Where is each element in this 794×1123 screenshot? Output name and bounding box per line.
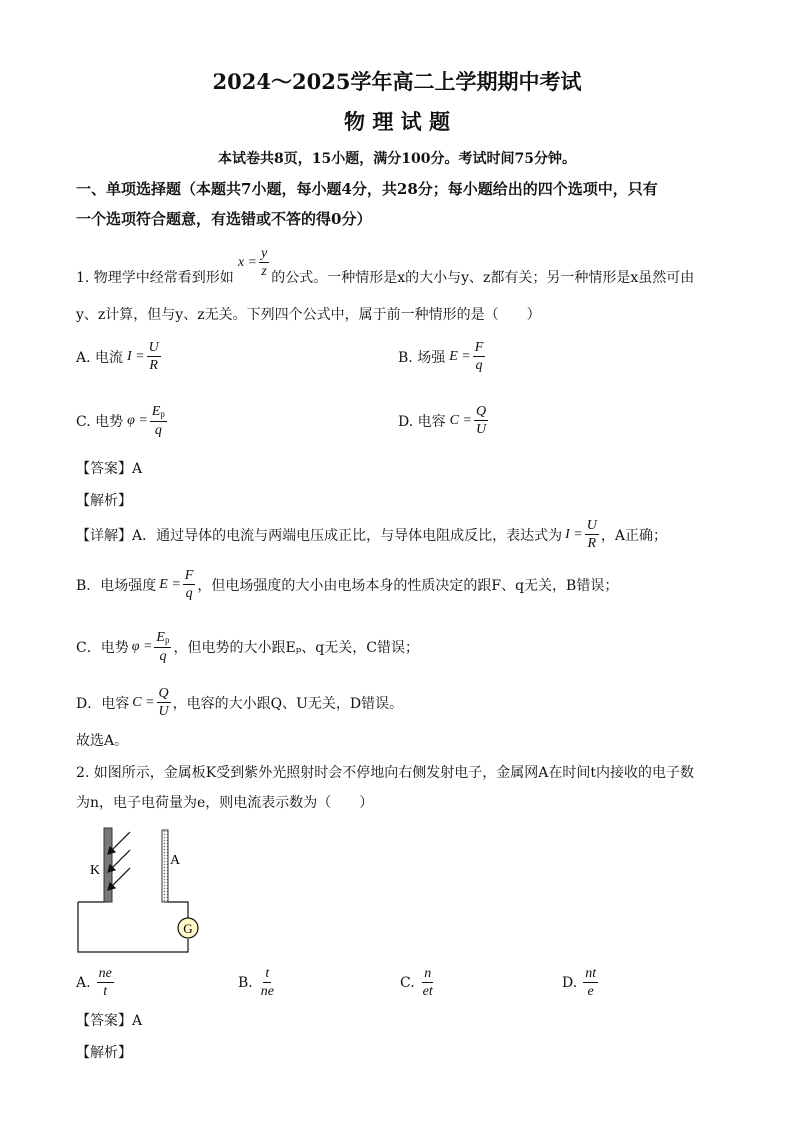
q1-formula-fraction bbox=[259, 246, 269, 280]
question-1-stem bbox=[76, 246, 695, 294]
galvanometer-label: G bbox=[183, 921, 193, 936]
q1-detail-c-num-main: E bbox=[156, 630, 165, 645]
q1-option-b-num: F bbox=[473, 340, 486, 357]
question-2-line2: 为n，电子电荷量为e，则电流表示数为（ ） bbox=[76, 795, 374, 811]
q1-option-c[interactable] bbox=[76, 404, 169, 438]
q1-detail-b-num: F bbox=[183, 568, 196, 585]
q1-option-d-fraction bbox=[474, 404, 488, 438]
q1-detail-c-text: C．电势 bbox=[76, 640, 129, 657]
q2-option-b-den: ne bbox=[260, 984, 274, 1000]
q2-option-c-num: n bbox=[422, 966, 433, 983]
q1-formula-num: y bbox=[259, 246, 269, 263]
q1-analysis-label: 【解析】 bbox=[76, 493, 132, 509]
metal-mesh-a bbox=[162, 830, 168, 902]
q1-detail-b-den: q bbox=[185, 586, 193, 602]
q2-option-c-label: C. bbox=[400, 974, 415, 991]
q1-option-b-den: q bbox=[475, 358, 483, 374]
q1-option-c-num bbox=[150, 404, 167, 422]
q1-suffix: 的公式。一种情形是x的大小与y、z都有关；另一种情形是x虽然可由 bbox=[271, 269, 695, 286]
mesh-a-label: A bbox=[170, 853, 181, 868]
q1-formula-den: z bbox=[261, 264, 267, 280]
q1-option-a-lhs: I = bbox=[127, 348, 145, 364]
q1-detail-d-den: U bbox=[158, 704, 169, 720]
q1-option-d[interactable] bbox=[398, 404, 490, 438]
q1-option-d-den: U bbox=[475, 422, 487, 438]
q1-detail-a-post: ，A正确； bbox=[600, 527, 667, 544]
question-2-line1: 2. 如图所示，金属板K受到紫外光照射时会不停地向右侧发射电子，金属网A在时间t内接收的电子数 bbox=[76, 765, 695, 781]
q1-option-a-den: R bbox=[149, 358, 158, 374]
q1-detail-a-den: R bbox=[587, 536, 597, 552]
q2-option-c-fraction bbox=[421, 966, 435, 1000]
q1-option-b-fraction bbox=[473, 340, 486, 374]
q2-option-b-label: B. bbox=[238, 974, 253, 991]
subject-title: 物 理 试 题 bbox=[344, 109, 450, 134]
q1-detail-a-num: U bbox=[585, 518, 599, 535]
q1-option-d-label: D. 电容 bbox=[398, 413, 446, 430]
q1-option-d-num: Q bbox=[474, 404, 488, 421]
q1-option-a-label: A. 电流 bbox=[76, 349, 124, 366]
q1-option-c-num-main: E bbox=[151, 404, 161, 419]
circuit-wire-right bbox=[166, 902, 188, 918]
q1-detail-d-lhs: C = bbox=[132, 694, 155, 710]
exam-note: 本试卷共8页，15小题，满分100分。考试时间75分钟。 bbox=[218, 151, 576, 167]
circuit-wire-bottom bbox=[78, 902, 188, 952]
q1-detail-b-text: B．电场强度 bbox=[76, 577, 157, 594]
q1-option-c-den: q bbox=[154, 422, 162, 438]
q1-option-a-num: U bbox=[147, 340, 161, 357]
plate-k-label: K bbox=[90, 863, 101, 878]
q2-option-b-num: t bbox=[263, 966, 271, 983]
q1-detail-a-text: 【详解】A．通过导体的电流与两端电压成正比，与导体电阻成反比，表达式为 bbox=[76, 527, 563, 544]
q2-option-a[interactable] bbox=[76, 966, 116, 1000]
q1-option-b-label: B. 场强 bbox=[398, 349, 446, 366]
question-1-line2: y、z计算，但与y、z无关。下列四个公式中，属于前一种情形的是（ ） bbox=[76, 307, 541, 323]
q1-detail-c-num-sub: p bbox=[164, 635, 170, 645]
q1-detail-d-post: ，电容的大小跟Q、U无关，D错误。 bbox=[172, 695, 404, 712]
q2-answer: 【答案】A bbox=[76, 1013, 143, 1029]
exam-title: 2024～2025学年高二上学期期中考试 bbox=[212, 69, 582, 94]
q1-detail-d-text: D．电容 bbox=[76, 695, 130, 712]
q1-option-c-fraction bbox=[150, 404, 167, 438]
q2-option-a-den: t bbox=[103, 984, 108, 1000]
q1-detail-b-lhs: E = bbox=[159, 576, 181, 592]
q2-option-b[interactable] bbox=[238, 966, 278, 1000]
q1-option-b[interactable] bbox=[398, 340, 487, 374]
q1-detail-b-fraction bbox=[183, 568, 196, 602]
q1-answer: 【答案】A bbox=[76, 461, 143, 477]
q1-form-formula bbox=[238, 246, 271, 280]
q2-option-b-fraction bbox=[259, 966, 276, 1000]
q1-detail-a-lhs: I = bbox=[565, 526, 583, 542]
photoelectric-circuit-diagram bbox=[70, 824, 210, 958]
q2-option-a-num: ne bbox=[97, 966, 114, 983]
q2-option-d-den: e bbox=[587, 984, 594, 1000]
q1-detail-a-fraction bbox=[585, 518, 599, 552]
q1-conclusion: 故选A。 bbox=[76, 733, 129, 749]
q1-detail-d-num: Q bbox=[157, 686, 171, 703]
q2-option-a-fraction bbox=[97, 966, 114, 1000]
q1-prefix: 1. 物理学中经常看到形如 bbox=[76, 269, 234, 286]
section-heading-line1: 一、单项选择题（本题共7小题，每小题4分，共28分；每小题给出的四个选项中，只有 bbox=[76, 180, 658, 198]
q2-option-c-den: et bbox=[422, 984, 433, 1000]
q2-option-d-fraction bbox=[583, 966, 598, 1000]
q2-option-c[interactable] bbox=[400, 966, 437, 1000]
q1-detail-d-fraction bbox=[157, 686, 171, 720]
q2-analysis-label: 【解析】 bbox=[76, 1045, 132, 1061]
section-heading-line2: 一个选项符合题意，有选错或不答的得0分） bbox=[76, 210, 372, 228]
q1-detail-a bbox=[76, 518, 667, 552]
q1-detail-b bbox=[76, 568, 618, 602]
q2-option-d-label: D. bbox=[562, 974, 578, 991]
q1-option-d-lhs: C = bbox=[449, 412, 472, 428]
q1-detail-c-lhs: φ = bbox=[131, 639, 153, 655]
q1-detail-b-post: ，但电场强度的大小由电场本身的性质决定的跟F、q无关，B错误； bbox=[197, 577, 619, 594]
q2-option-a-label: A. bbox=[76, 974, 91, 991]
q1-option-c-label: C. 电势 bbox=[76, 414, 124, 431]
q1-detail-c-den: q bbox=[159, 648, 167, 664]
q1-formula-lhs: x = bbox=[237, 254, 257, 270]
q2-option-d-num: nt bbox=[583, 966, 598, 983]
q1-detail-c-fraction bbox=[154, 630, 171, 664]
q1-option-a[interactable] bbox=[76, 340, 163, 374]
q1-option-c-lhs: φ = bbox=[127, 413, 148, 429]
q1-option-b-lhs: E = bbox=[449, 348, 471, 364]
q2-option-d[interactable] bbox=[562, 966, 600, 1000]
q1-option-c-num-sub: p bbox=[160, 409, 165, 419]
q1-option-a-fraction bbox=[147, 340, 161, 374]
q1-detail-c bbox=[76, 630, 419, 664]
q1-detail-d bbox=[76, 686, 403, 720]
q1-detail-c-num bbox=[154, 630, 171, 648]
q1-detail-c-post: ，但电势的大小跟Eₚ、q无关，C错误； bbox=[173, 640, 419, 657]
